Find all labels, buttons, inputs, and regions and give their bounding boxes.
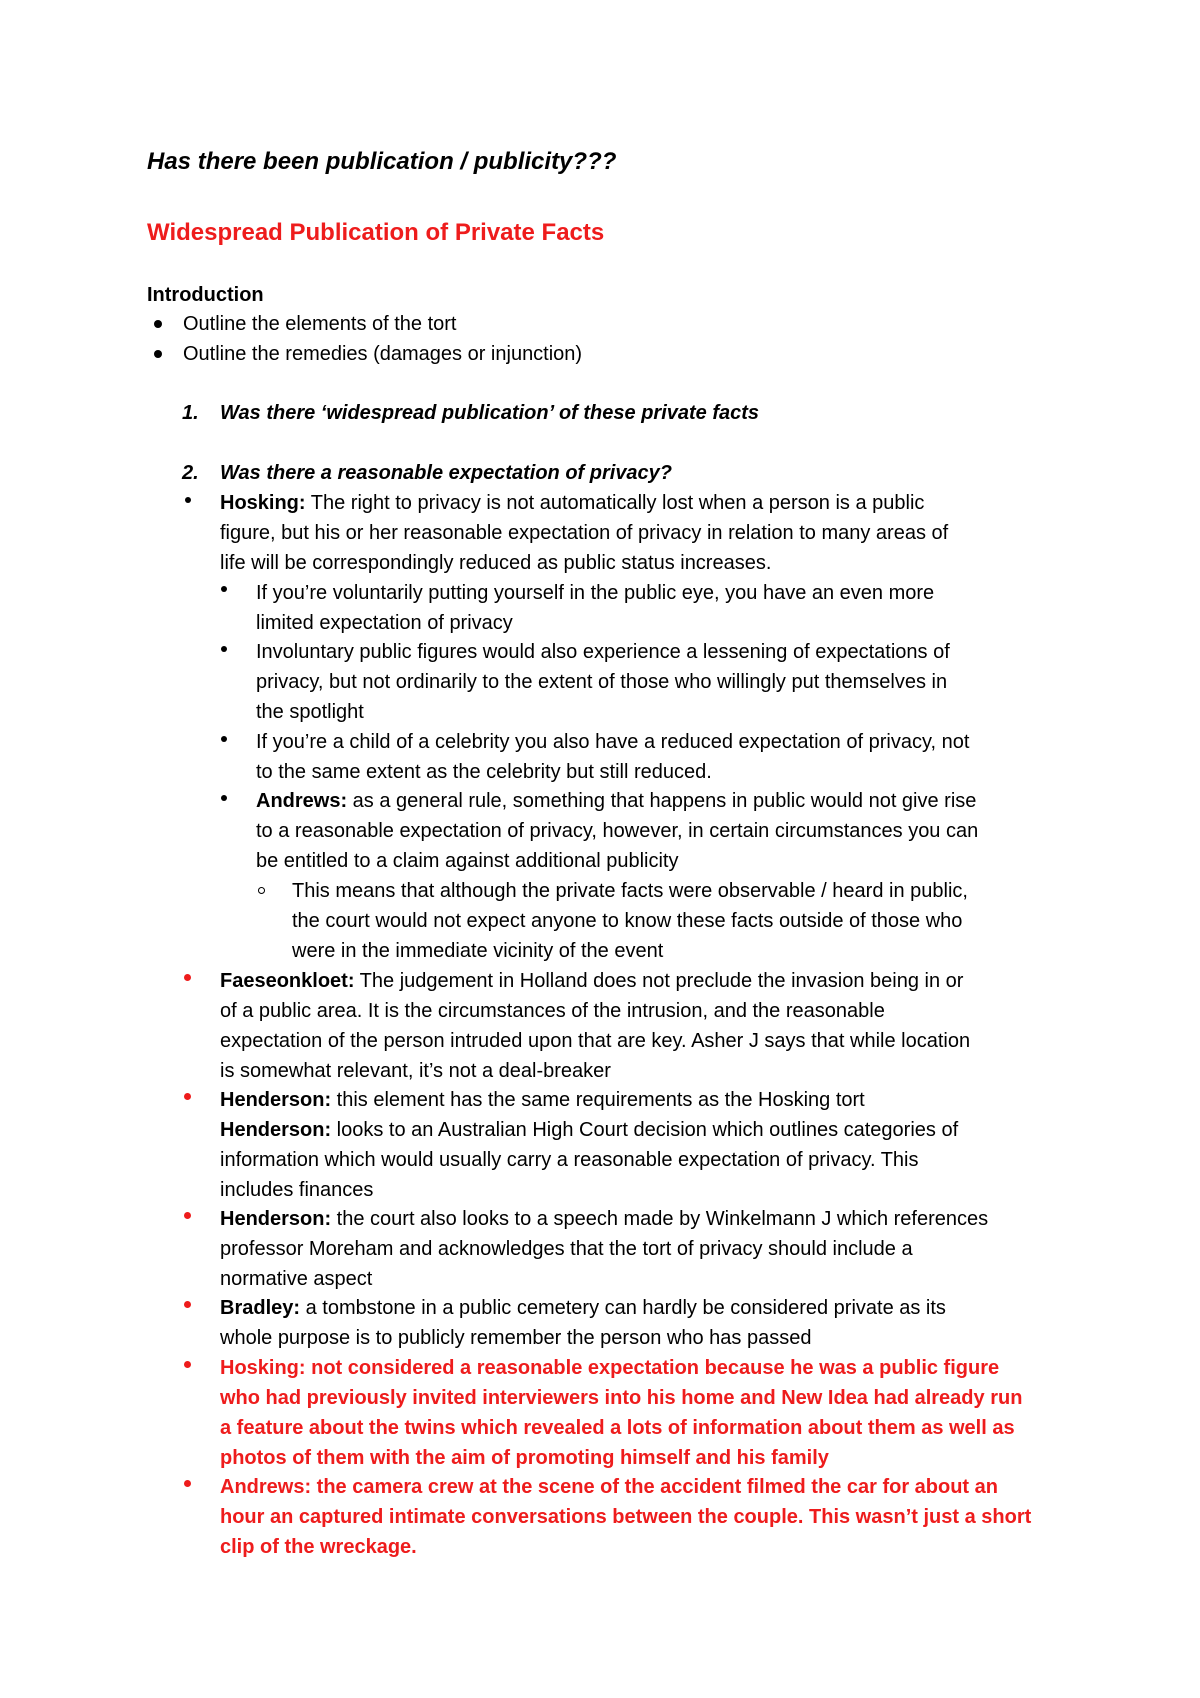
question-1: Was there ‘widespread publication’ of these private facts [220, 402, 760, 424]
section-heading: Widespread Publication of Private Facts [147, 219, 605, 246]
case-bradley-line: Bradley: a tombstone in a public cemetery can hardly be considered private as its [220, 1297, 946, 1319]
case-henderson-1-line: includes finances [220, 1179, 374, 1201]
case-henderson-2-line: normative aspect [220, 1268, 373, 1290]
bullet-dot-icon [221, 586, 227, 592]
case-name: Henderson: [220, 1208, 332, 1230]
case-name: Henderson: [220, 1089, 332, 1111]
bullet-dot-icon [185, 497, 191, 503]
case-henderson-1-line: Henderson: this element has the same requirements as the Hosking tort [220, 1089, 865, 1111]
case-hosking-1-line: figure, but his or her reasonable expectation of privacy in relation to many areas of [220, 522, 949, 544]
sub-sub-bullet-line: This means that although the private facts were observable / heard in public, [292, 880, 968, 902]
case-hosking-1-line: Hosking: The right to privacy is not automatically lost when a person is a public [220, 492, 925, 514]
bullet-dot-icon [221, 795, 227, 801]
case-hosking-2-line: Hosking: not considered a reasonable expectation because he was a public figure [220, 1357, 1000, 1379]
question-number: 2. [182, 462, 199, 484]
case-faeseonkloet-line: expectation of the person intruded upon that are key. Asher J says that while location [220, 1030, 971, 1052]
case-faeseonkloet-line: is somewhat relevant, it’s not a deal-breaker [220, 1060, 611, 1082]
case-hosking-2-line: photos of them with the aim of promoting himself and his family [220, 1447, 829, 1469]
sub-sub-bullet-line: were in the immediate vicinity of the event [292, 940, 664, 962]
bullet-dot-icon [184, 1212, 191, 1219]
intro-item: Outline the remedies (damages or injunction) [183, 343, 583, 365]
bullet-dot-icon [154, 350, 162, 358]
case-andrews-1-line: Andrews: as a general rule, something that happens in public would not give rise [256, 790, 977, 812]
case-faeseonkloet-line: Faeseonkloet: The judgement in Holland does not preclude the invasion being in or [220, 970, 964, 992]
case-name: Andrews: [256, 790, 348, 812]
case-hosking-1-line: life will be correspondingly reduced as public status increases. [220, 552, 772, 574]
sub-bullet-line: Involuntary public figures would also experience a lessening of expectations of [256, 641, 950, 663]
bullet-dot-icon [184, 1093, 191, 1100]
case-henderson-1-line: information which would usually carry a reasonable expectation of privacy. This [220, 1149, 919, 1171]
bullet-dot-icon [154, 320, 162, 328]
sub-bullet-line: privacy, but not ordinarily to the extent of those who willingly put themselves in [256, 671, 948, 693]
case-name: Hosking: [220, 1357, 306, 1379]
case-hosking-2-line: who had previously invited interviewers into his home and New Idea had already run [220, 1387, 1023, 1409]
sub-bullet-line: the spotlight [256, 701, 364, 723]
bullet-circle-icon [258, 887, 265, 894]
heading-question: Has there been publication / publicity??? [147, 148, 617, 175]
bullet-dot-icon [184, 1301, 191, 1308]
bullet-dot-icon [184, 974, 191, 981]
case-andrews-1-line: to a reasonable expectation of privacy, however, in certain circumstances you can [256, 820, 979, 842]
case-name: Hosking: [220, 492, 306, 514]
sub-bullet-line: limited expectation of privacy [256, 612, 513, 634]
case-name: Henderson: [220, 1119, 332, 1141]
sub-bullet-line: If you’re voluntarily putting yourself in the public eye, you have an even more [256, 582, 935, 604]
bullet-dot-icon [184, 1361, 191, 1368]
sub-sub-bullet-line: the court would not expect anyone to know these facts outside of those who [292, 910, 963, 932]
case-henderson-2-line: Henderson: the court also looks to a speech made by Winkelmann J which references [220, 1208, 989, 1230]
question-2: Was there a reasonable expectation of privacy? [220, 462, 673, 484]
case-name: Bradley: [220, 1297, 301, 1319]
sub-bullet-line: to the same extent as the celebrity but still reduced. [256, 761, 712, 783]
case-andrews-2-line: clip of the wreckage. [220, 1536, 417, 1558]
case-henderson-1-line: Henderson: looks to an Australian High Court decision which outlines categories of [220, 1119, 959, 1141]
intro-item: Outline the elements of the tort [183, 313, 457, 335]
case-henderson-2-line: professor Moreham and acknowledges that the tort of privacy should include a [220, 1238, 913, 1260]
case-name: Andrews: [220, 1476, 312, 1498]
bullet-dot-icon [221, 646, 227, 652]
case-andrews-2-line: Andrews: the camera crew at the scene of the accident filmed the car for about an [220, 1476, 998, 1498]
introduction-label: Introduction [147, 284, 264, 306]
case-andrews-2-line: hour an captured intimate conversations between the couple. This wasn’t just a short [220, 1506, 1032, 1528]
case-faeseonkloet-line: of a public area. It is the circumstances of the intrusion, and the reasonable [220, 1000, 885, 1022]
case-andrews-1-line: be entitled to a claim against additional publicity [256, 850, 679, 872]
sub-bullet-line: If you’re a child of a celebrity you also have a reduced expectation of privacy, not [256, 731, 970, 753]
bullet-dot-icon [221, 736, 227, 742]
case-name: Faeseonkloet: [220, 970, 355, 992]
question-number: 1. [182, 402, 199, 424]
bullet-dot-icon [184, 1480, 191, 1487]
case-hosking-2-line: a feature about the twins which revealed a lots of information about them as well as [220, 1417, 1015, 1439]
case-bradley-line: whole purpose is to publicly remember the person who has passed [220, 1327, 812, 1349]
